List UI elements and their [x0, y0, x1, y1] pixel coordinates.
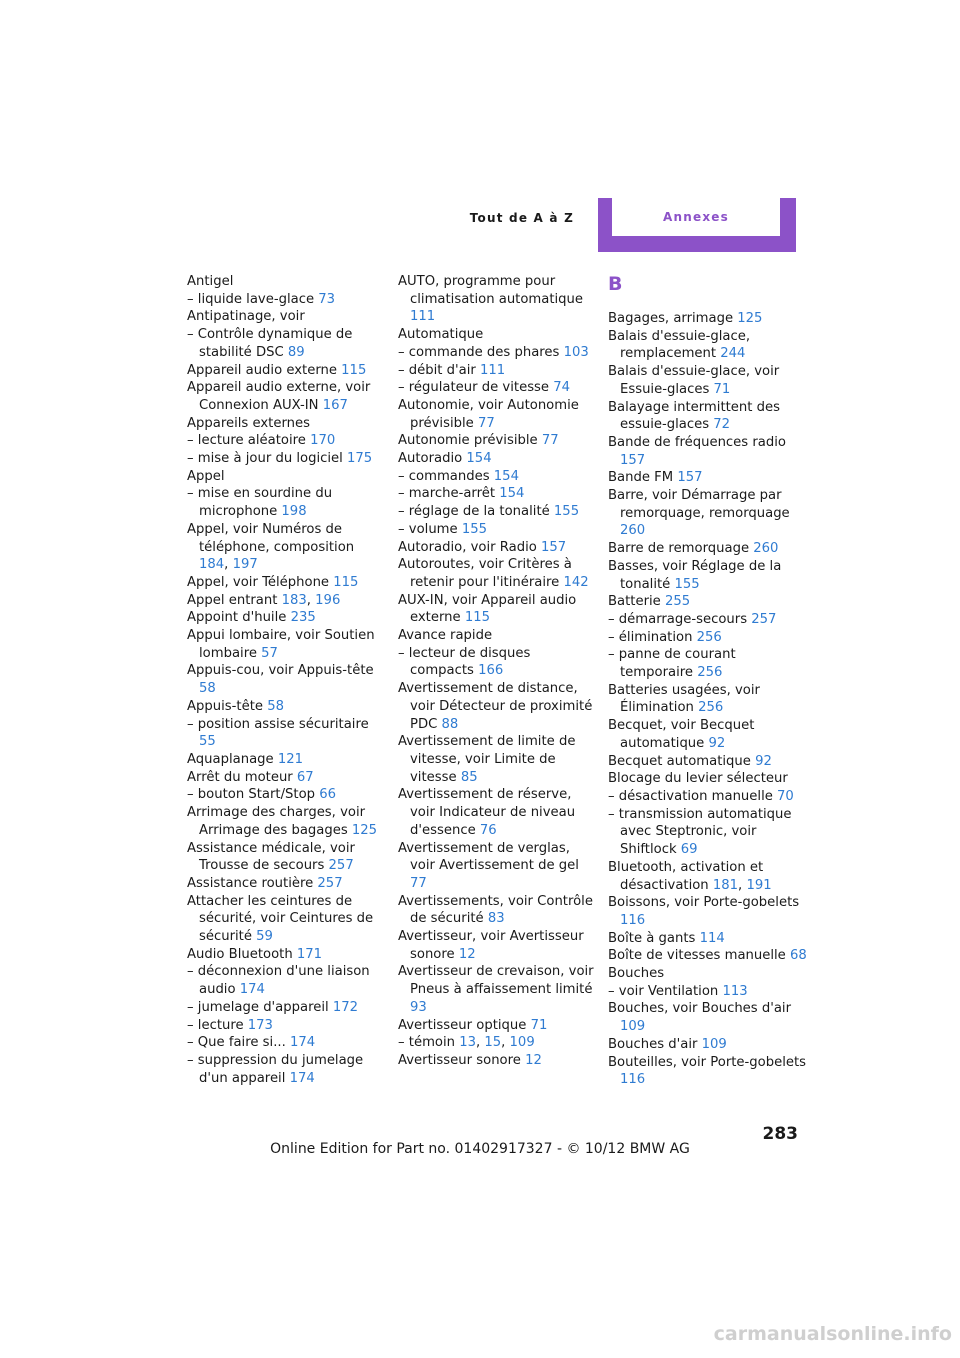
index-entry: [187, 362, 387, 380]
index-entry: [608, 753, 808, 771]
index-entry-text: Arrimage des charges, voir Arrimage des bagages: [187, 805, 366, 838]
page-reference-link[interactable]: 93: [410, 999, 427, 1015]
index-entry-text: – bouton Start/Stop: [187, 787, 320, 803]
index-entry: [187, 308, 387, 326]
index-entry-text: – Que faire si...: [187, 1035, 290, 1051]
index-entry: [398, 539, 598, 557]
page-reference-link[interactable]: 92: [755, 753, 772, 769]
index-entry-text: Autoroutes, voir Critères à retenir pour l'itinéraire: [398, 557, 572, 590]
index-entry: [398, 556, 598, 591]
page-reference-link[interactable]: 260: [753, 541, 779, 557]
page-reference-link[interactable]: 109: [509, 1035, 535, 1051]
index-entry-text: – volume: [398, 521, 462, 537]
index-entry: [608, 540, 808, 558]
index-entry-text: – lecteur de disques compacts: [398, 645, 531, 679]
index-entry-text: Batterie: [608, 594, 665, 610]
page-reference-link[interactable]: 58: [267, 698, 284, 714]
page-reference-link[interactable]: 13: [459, 1035, 476, 1051]
page-reference-link[interactable]: 172: [332, 999, 359, 1015]
index-entry: [398, 379, 598, 397]
index-entry: [187, 627, 387, 662]
index-entry-text: AUTO, programme pour climatisation automatique: [398, 274, 584, 307]
index-entry: [608, 682, 808, 717]
index-entry-text: – régulateur de vitesse: [398, 380, 554, 396]
index-entry-text: Basses, voir Réglage de la tonalité: [608, 558, 782, 592]
index-column-1: [187, 273, 387, 1087]
page-reference-link[interactable]: 85: [460, 769, 478, 785]
index-entry: [187, 273, 387, 291]
index-entry: [187, 415, 387, 433]
index-entry: [608, 646, 808, 681]
index-entry: [187, 1034, 387, 1052]
page-reference-link[interactable]: 15: [484, 1035, 502, 1051]
index-entry-text: – voir Ventilation: [608, 983, 723, 999]
page-reference-link[interactable]: 103: [563, 344, 589, 360]
page-reference-link[interactable]: 154: [493, 468, 519, 484]
index-entry: [187, 875, 387, 893]
page-reference-link[interactable]: 115: [341, 362, 367, 378]
index-entry: [187, 291, 387, 309]
index-entry-text: Becquet automatique: [608, 753, 756, 769]
index-entry-text: – débit d'air: [398, 362, 481, 378]
page-reference-link[interactable]: 197: [232, 557, 258, 573]
index-entry: [608, 363, 808, 398]
page-reference-link[interactable]: 12: [458, 946, 476, 962]
page-reference-link[interactable]: 71: [530, 1017, 548, 1033]
page-reference-link[interactable]: 157: [620, 452, 646, 468]
index-entry-text: Autoradio, voir Radio: [398, 539, 542, 555]
index-entry-text: Avertissement de réserve, voir Indicateur de niveau d'essence: [398, 787, 576, 838]
index-entry: [187, 432, 387, 450]
index-entry-text: – déconnexion d'une liaison audio: [187, 964, 370, 998]
index-entry: [398, 362, 598, 380]
index-entry: [608, 1036, 808, 1054]
index-entry-text: – panne de courant temporaire: [608, 647, 736, 681]
index-entry: [187, 946, 387, 964]
index-entry: [187, 786, 387, 804]
page-reference-link[interactable]: 73: [318, 291, 336, 307]
page-reference-link[interactable]: 70: [777, 788, 794, 804]
index-entry: [608, 611, 808, 629]
index-entry: [187, 893, 387, 946]
index-entry: [187, 840, 387, 875]
index-entry: [398, 326, 598, 344]
page-reference-link[interactable]: 181: [712, 877, 739, 893]
page-reference-link[interactable]: 77: [541, 433, 559, 449]
page-reference-link[interactable]: 83: [487, 911, 505, 927]
page-reference-link[interactable]: 155: [674, 576, 700, 592]
index-entry-text: Batteries usagées, voir Élimination: [608, 682, 760, 716]
index-entry: [398, 468, 598, 486]
index-entry: [608, 947, 808, 965]
index-entry-text: – lecture: [187, 1017, 248, 1033]
page-reference-link[interactable]: 114: [699, 930, 725, 946]
index-entry-text: – liquide lave-glace: [187, 291, 319, 307]
index-entry: [187, 326, 387, 361]
index-entry: Appel, voir Numéros de téléphone, composition 184, 197: [187, 521, 355, 573]
page-reference-link[interactable]: 58: [199, 681, 216, 697]
index-entry-text: Avertissement de verglas, voir Avertissement de gel: [398, 840, 579, 874]
index-entry: [398, 273, 598, 326]
index-entry: Bluetooth, activation et désactivation 181, 191: [608, 859, 772, 893]
page-reference-link[interactable]: 111: [410, 309, 436, 325]
page-reference-link[interactable]: 166: [478, 663, 504, 679]
page-reference-link[interactable]: 57: [261, 645, 278, 661]
index-entry: [398, 680, 598, 733]
index-entry-text: Becquet, voir Becquet automatique: [608, 718, 755, 751]
page-reference-link[interactable]: 77: [410, 875, 427, 891]
index-entry: [187, 574, 387, 592]
index-entry: [398, 592, 598, 627]
index-entry-text: – lecture aléatoire: [187, 433, 311, 449]
index-entry-text: Bluetooth, activation et désactivation: [608, 859, 764, 893]
page-reference-link[interactable]: 125: [351, 822, 378, 838]
chapter-tab-inner: [612, 198, 780, 236]
index-entry: – témoin 13, 15, 109: [398, 1035, 535, 1051]
page-reference-link[interactable]: 154: [466, 451, 492, 467]
page-reference-link[interactable]: 154: [499, 486, 525, 502]
page-reference-link[interactable]: 121: [277, 751, 304, 767]
page-reference-link[interactable]: 142: [563, 574, 589, 590]
index-entry: [608, 434, 808, 469]
index-entry-text: Avertissement de distance, voir Détecteur de proximité PDC: [398, 681, 593, 732]
index-entry: [608, 399, 808, 434]
section-letter: B: [608, 273, 623, 295]
index-entry: [608, 1000, 808, 1035]
index-entry: [187, 468, 387, 486]
page-reference-link[interactable]: 74: [553, 380, 571, 396]
index-entry-text: Arrêt du moteur: [187, 769, 297, 785]
index-entry: [398, 344, 598, 362]
index-entry-text: Appel, voir Numéros de téléphone, composition: [187, 521, 355, 555]
index-entry-text: Avance rapide: [398, 628, 493, 644]
page-reference-link[interactable]: 116: [620, 1072, 646, 1088]
index-entry-text: Appui lombaire, voir Soutien lombaire: [187, 628, 375, 661]
page-reference-link[interactable]: 191: [746, 877, 772, 893]
index-entry-text: Aquaplanage: [187, 751, 278, 767]
index-entry-text: Assistance routière: [187, 875, 318, 891]
index-entry: [608, 328, 808, 363]
index-entry-text: – jumelage d'appareil: [187, 999, 333, 1015]
index-entry: [608, 629, 808, 647]
index-entry-text: Bouches d'air: [608, 1036, 702, 1052]
index-entry: [398, 1052, 598, 1070]
page-reference-link[interactable]: 67: [296, 769, 314, 785]
page-reference-link[interactable]: 174: [239, 982, 265, 998]
page-reference-link[interactable]: 113: [722, 983, 748, 999]
index-entry: [187, 1052, 387, 1087]
index-entry: [398, 963, 598, 1016]
page-reference-link[interactable]: 257: [751, 611, 777, 627]
index-entry-text: Bouches, voir Bouches d'air: [608, 1001, 792, 1017]
page-reference-link[interactable]: 59: [256, 929, 273, 945]
index-entry-text: Appel entrant: [187, 592, 282, 608]
index-entry-text: Boîte de vitesses manuelle: [608, 948, 790, 964]
index-entry: [608, 788, 808, 806]
running-header-section: Tout de A à Z: [469, 211, 574, 225]
index-entry: [398, 503, 598, 521]
index-entry-text: Balayage intermittent des essuie-glaces: [608, 399, 780, 433]
page-reference-link[interactable]: 157: [677, 470, 703, 486]
index-entry: [187, 485, 387, 520]
index-column-3: [608, 273, 808, 1089]
page-reference-link[interactable]: 76: [479, 822, 497, 838]
index-entry: [398, 450, 598, 468]
index-entry-text: Balais d'essuie-glace, remplacement: [608, 328, 751, 362]
page-reference-link[interactable]: 77: [477, 415, 495, 431]
page-reference-link[interactable]: 111: [480, 362, 506, 378]
index-entry: [608, 965, 808, 983]
page-reference-link[interactable]: 88: [441, 716, 459, 732]
page-reference-link[interactable]: 175: [347, 451, 373, 467]
page-reference-link[interactable]: 89: [287, 344, 305, 360]
index-entry-text: Boîte à gants: [608, 930, 700, 946]
index-entry: [187, 769, 387, 787]
watermark: carmanualsonline.info: [713, 1323, 952, 1345]
index-entry-text: – élimination: [608, 629, 697, 645]
page-reference-link[interactable]: 235: [290, 610, 316, 626]
index-entry-text: Avertisseur de crevaison, voir Pneus à affaissement limité: [398, 964, 594, 998]
index-entry: [187, 609, 387, 627]
index-entry-text: – transmission automatique avec Steptronic, voir Shiftlock: [608, 806, 792, 858]
index-entry: [398, 733, 598, 786]
index-entry: Appel entrant 183, 196: [187, 592, 341, 608]
page-reference-link[interactable]: 171: [296, 946, 323, 962]
index-entry-text: Automatique: [398, 327, 484, 343]
index-entry-text: – commande des phares: [398, 344, 564, 360]
index-entry-text: – témoin: [398, 1035, 460, 1051]
index-entry: [398, 432, 598, 450]
index-entry: [398, 397, 598, 432]
index-entry: [398, 928, 598, 963]
index-entry-text: Balais d'essuie-glace, voir Essuie-glaces: [608, 364, 780, 397]
page-reference-link[interactable]: 255: [664, 594, 691, 610]
index-entry-text: – Contrôle dynamique de stabilité DSC: [187, 327, 353, 360]
index-entry: [187, 698, 387, 716]
index-entry: [608, 310, 808, 328]
index-entry-text: Blocage du levier sélecteur: [608, 771, 788, 787]
index-entry: [608, 770, 808, 788]
index-entry-text: Bagages, arrimage: [608, 311, 738, 326]
index-entry-text: – mise à jour du logiciel: [187, 451, 348, 467]
page-reference-link[interactable]: 174: [289, 1070, 315, 1086]
index-entry-text: Audio Bluetooth: [187, 946, 297, 962]
index-entry: [608, 469, 808, 487]
index-entry-text: – commandes: [398, 468, 494, 484]
index-entry: [187, 662, 387, 697]
index-entry-text: Avertisseur sonore: [398, 1052, 526, 1068]
page-reference-link[interactable]: 184: [199, 557, 225, 573]
index-entry-text: Appel: [187, 468, 225, 484]
index-entry-text: Antigel: [187, 274, 234, 289]
page-reference-link[interactable]: 72: [713, 417, 731, 433]
index-entry-text: – démarrage-secours: [608, 611, 752, 627]
index-entry: [398, 521, 598, 539]
index-entry-text: Bouches: [608, 966, 665, 982]
index-entry-text: AUX-IN, voir Appareil audio externe: [398, 592, 577, 626]
index-entry: [398, 627, 598, 645]
page-reference-link[interactable]: 260: [620, 523, 646, 539]
index-entry: [187, 1017, 387, 1035]
footer-edition-note: Online Edition for Part no. 01402917327 - © 10/12 BMW AG: [270, 1141, 690, 1157]
index-entry: [398, 645, 598, 680]
index-entry: [608, 930, 808, 948]
page-reference-link[interactable]: 68: [790, 948, 807, 964]
page-reference-link[interactable]: 257: [317, 875, 343, 891]
index-entry-text: Avertisseur optique: [398, 1017, 531, 1033]
page-reference-link[interactable]: 12: [525, 1052, 542, 1068]
index-entry-text: Appareils externes: [187, 415, 310, 431]
index-entry-text: – marche-arrêt: [398, 486, 500, 502]
page-reference-link[interactable]: 256: [698, 700, 724, 716]
index-entry: [608, 487, 808, 540]
index-entry-text: Appoint d'huile: [187, 610, 291, 626]
index-entry-text: – mise en sourdine du microphone: [187, 486, 333, 520]
index-entry: [187, 450, 387, 468]
page-reference-link[interactable]: 92: [708, 735, 726, 751]
index-entry-text: Appareil audio externe, voir Connexion AUX-IN: [187, 380, 371, 413]
index-entry-text: Boissons, voir Porte-gobelets: [608, 895, 800, 911]
page-reference-link[interactable]: 257: [328, 858, 354, 874]
page-reference-link[interactable]: 155: [553, 504, 580, 520]
index-entry-text: Bande de fréquences radio: [608, 434, 786, 450]
page-reference-link[interactable]: 66: [319, 787, 336, 803]
page-reference-link[interactable]: 183: [281, 592, 307, 608]
index-entry-text: Appuis-tête: [187, 698, 268, 714]
index-entry: [398, 786, 598, 839]
index-entry: [187, 716, 387, 751]
index-entry-text: Barre, voir Démarrage par remorquage, remorquage: [608, 488, 790, 521]
page-reference-link[interactable]: 256: [697, 665, 723, 681]
chapter-tab-label: Annexes: [663, 210, 729, 224]
index-entry: [187, 751, 387, 769]
index-column-2: [398, 273, 598, 1070]
index-entry-text: Assistance médicale, voir Trousse de secours: [187, 840, 355, 874]
index-entry-text: Appareil audio externe: [187, 362, 342, 378]
index-entry-text: Autonomie, voir Autonomie prévisible: [398, 397, 579, 431]
index-entry-text: Appuis-cou, voir Appuis-tête: [187, 663, 374, 679]
index-entry-text: – position assise sécuritaire: [187, 716, 369, 732]
index-entry: [608, 1054, 808, 1089]
index-entry: [187, 999, 387, 1017]
page-reference-link[interactable]: 198: [281, 504, 307, 520]
index-entry: [187, 963, 387, 998]
index-entry: [187, 804, 387, 839]
page-reference-link[interactable]: 109: [620, 1019, 646, 1035]
index-entry: [608, 894, 808, 929]
page-reference-link[interactable]: 71: [713, 381, 731, 397]
page-reference-link[interactable]: 173: [247, 1017, 273, 1033]
index-entry: [608, 983, 808, 1001]
page-reference-link[interactable]: 125: [737, 311, 763, 326]
index-entry: [398, 1017, 598, 1035]
index-entry: [398, 485, 598, 503]
index-entry-text: Antipatinage, voir: [187, 309, 305, 325]
page-reference-link[interactable]: 196: [315, 592, 341, 608]
page-reference-link[interactable]: 55: [199, 734, 216, 750]
index-entry-text: – suppression du jumelage d'un appareil: [187, 1052, 364, 1086]
index-entry: [608, 558, 808, 593]
page-reference-link[interactable]: 115: [464, 610, 490, 626]
index-entry-text: Barre de remorquage: [608, 541, 754, 557]
page-reference-link[interactable]: 157: [541, 539, 567, 555]
page-reference-link[interactable]: 69: [680, 842, 698, 858]
index-entry: [608, 806, 808, 859]
index-entry-text: Autoradio: [398, 451, 467, 467]
chapter-tab: [598, 198, 796, 252]
index-entry: [608, 717, 808, 752]
page-reference-link[interactable]: 155: [461, 521, 488, 537]
page-reference-link[interactable]: 174: [289, 1035, 316, 1051]
page-reference-link[interactable]: 115: [333, 574, 359, 590]
page-reference-link[interactable]: 170: [310, 433, 336, 449]
index-entry-text: – réglage de la tonalité: [398, 504, 554, 520]
index-entry: [398, 893, 598, 928]
index-entry-text: Bande FM: [608, 470, 678, 486]
page-reference-link[interactable]: 244: [720, 346, 746, 362]
index-entry-text: Avertisseur, voir Avertisseur sonore: [398, 929, 584, 962]
page-reference-link[interactable]: 116: [620, 912, 646, 928]
index-entry-text: Appel, voir Téléphone: [187, 574, 334, 590]
page-reference-link[interactable]: 167: [322, 397, 348, 413]
index-entry: [608, 593, 808, 611]
index-entry: [398, 840, 598, 893]
index-entry-text: – désactivation manuelle: [608, 788, 778, 804]
index-entry-text: Attacher les ceintures de sécurité, voir Ceintures de sécurité: [187, 893, 374, 945]
index-entry-text: Avertissements, voir Contrôle de sécurité: [398, 893, 593, 927]
page-reference-link[interactable]: 109: [701, 1036, 727, 1052]
index-entry-text: Autonomie prévisible: [398, 433, 542, 449]
index-entry-text: Bouteilles, voir Porte-gobelets: [608, 1054, 807, 1070]
index-entry: [187, 379, 387, 414]
page-reference-link[interactable]: 256: [696, 629, 722, 645]
index-entry-text: Avertissement de limite de vitesse, voir Limite de vitesse: [398, 734, 576, 785]
page-number: 283: [762, 1124, 798, 1144]
